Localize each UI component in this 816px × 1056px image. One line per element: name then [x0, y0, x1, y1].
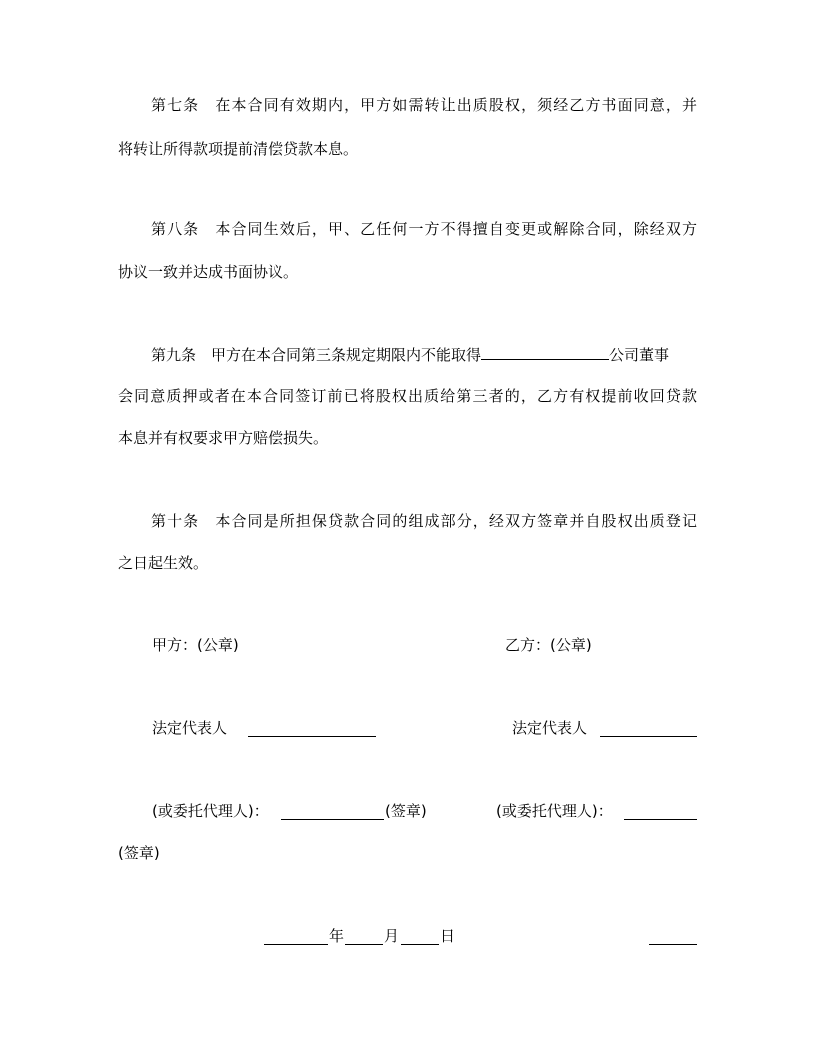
party-a-legal-rep-label: 法定代表人 — [152, 719, 228, 737]
article-9-line-2: 会同意质押或者在本合同签订前已将股权出质给第三者的，乙方有权提前收回贷款 — [118, 387, 697, 405]
article-10-line-1: 第十条 本合同是所担保贷款合同的组成部分，经双方签章并自股权出质登记 — [151, 512, 697, 530]
party-a-sign-label: (签章) — [385, 802, 427, 820]
party-b-agent-label: (或委托代理人)： — [496, 802, 613, 820]
article-7-line-1: 第七条 在本合同有效期内，甲方如需转让出质股权，须经乙方书面同意，并 — [151, 96, 697, 114]
article-8-line-2: 协议一致并达成书面协议。 — [118, 263, 299, 281]
day-label: 日 — [440, 927, 456, 945]
article-9-text-pre: 第九条 甲方在本合同第三条规定期限内不能取得 — [151, 346, 482, 364]
month-label: 月 — [384, 927, 400, 945]
year-label: 年 — [329, 927, 345, 945]
party-b-legal-rep-blank[interactable] — [600, 736, 697, 737]
party-a-agent-label: (或委托代理人)： — [152, 802, 269, 820]
article-9-line-1 — [151, 347, 697, 363]
party-b-legal-rep-label: 法定代表人 — [512, 719, 588, 737]
article-10-line-2: 之日起生效。 — [118, 554, 209, 572]
party-a-seal-label: 甲方：(公章) — [152, 636, 239, 654]
article-9-text-post: 公司董事 — [609, 346, 670, 364]
article-9-line-3: 本息并有权要求甲方赔偿损失。 — [118, 429, 329, 447]
party-b-agent-blank[interactable] — [624, 819, 697, 820]
party-a-agent-blank[interactable] — [281, 819, 384, 820]
year-blank[interactable] — [264, 944, 328, 945]
party-b-sign-label: (签章) — [118, 844, 160, 862]
article-8-line-1: 第八条 本合同生效后，甲、乙任何一方不得擅自变更或解除合同，除经双方 — [151, 220, 697, 238]
date-right-blank[interactable] — [649, 944, 697, 945]
party-a-legal-rep-blank[interactable] — [248, 736, 376, 737]
party-b-seal-label: 乙方：(公章) — [505, 636, 592, 654]
article-7-line-2: 将转让所得款项提前清偿贷款本息。 — [118, 140, 359, 158]
month-blank[interactable] — [345, 944, 383, 945]
day-blank[interactable] — [401, 944, 439, 945]
company-name-blank[interactable] — [481, 347, 609, 360]
